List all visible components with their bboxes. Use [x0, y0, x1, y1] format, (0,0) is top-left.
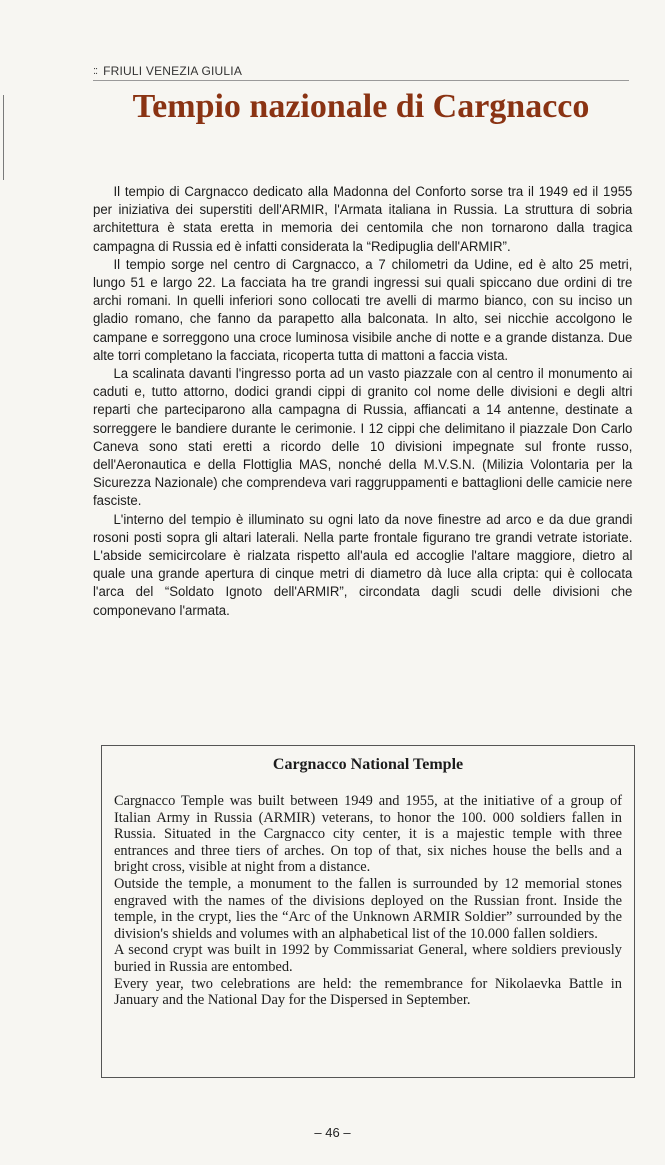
box-paragraph: Cargnacco Temple was built between 1949 and 1955, at the initiative of a group of Italian Army in Russia (ARMIR) veterans, to honor the 100. 000 soldiers fallen in Russia. Situated in the Cargnacco city center, it is a majestic temple with three entrances and three tiers of arches. On top of that, six niches house the bells and a bright cross, visible at night from a distance. — [114, 793, 622, 876]
box-paragraph: Every year, two celebrations are held: the remembrance for Nikolaevka Battle in January and the National Day for the Dispersed in September. — [114, 975, 622, 1009]
margin-rule — [3, 95, 4, 180]
header-region: FRIULI VENEZIA GIULIA — [103, 64, 243, 78]
english-summary-box — [101, 745, 635, 1078]
running-header — [93, 64, 629, 81]
page-title: Tempio nazionale di Cargnacco — [132, 88, 590, 125]
box-title: Cargnacco National Temple — [272, 756, 464, 773]
page-number: – 46 – — [314, 1125, 351, 1140]
paragraph: La scalinata davanti l'ingresso porta ad un vasto piazzale con al centro il monumento ai caduti e, tutto attorno, dodici grandi cippi di granito col nome delle divisioni e degli altri reparti che parteciparono alla campagna di Russia, affiancati a 14 antenne, destinate a sorreggere le bandiere durante le cerimonie. I 12 cippi che delimitano il piazzale Don Carlo Caneva sono stati eretti a ricordo delle 10 divisioni impegnate sul fronte russo, dell'Aeronautica e della Flottiglia MAS, nonché della M.V.S.N. (Milizia Volontaria per la Sicurezza Nazionale) che comprendeva vari raggruppamenti e battaglioni delle camicie nere fasciste. — [93, 366, 633, 510]
header-dots: :: — [93, 65, 98, 77]
paragraph: L'interno del tempio è illuminato su ogni lato da nove finestre ad arco e da due grandi rosoni posti sopra gli altari laterali. Nella parte frontale figurano tre grandi vetrate istoriate. L'abside semicircolare è rialzata rispetto all'aula ed accoglie l'altare maggiore, dietro al quale una grande apertura di cinque metri di diametro dà luce alla cripta: qui è collocata l'arca del “Soldato Ignoto dell'ARMIR”, circondata dagli scudi delle divisioni che componevano l'armata. — [93, 511, 633, 619]
italian-body — [93, 183, 632, 620]
box-paragraph: Outside the temple, a monument to the fallen is surrounded by 12 memorial stones engraved with the names of the divisions deployed on the Russian front. Inside the temple, in the crypt, lies the “Arc of the Unknown ARMIR Soldier” surrounded by the division's shields and volumes with an alphabetical list of the 10.000 fallen soldiers. — [114, 875, 622, 942]
box-text — [114, 793, 622, 1009]
box-paragraph: A second crypt was built in 1992 by Commissariat General, where soldiers previously buried in Russia are entombed. — [114, 942, 622, 975]
paragraph: Il tempio sorge nel centro di Cargnacco, a 7 chilometri da Udine, ed è alto 25 metri, lungo 51 e largo 22. La facciata ha tre grandi ingressi sui quali spiccano due ordini di tre archi romani. In quelli inferiori sono collocati tre avelli di marmo bianco, con su inciso un gladio romano, che fanno da parapetto alla balconata. In alto, sei nicchie accolgono le campane e sorreggono una croce luminosa visibile anche di notte e a grande distanza. Due alte torri completano la facciata, ricoperta tutta di mattoni a faccia vista. — [93, 256, 633, 364]
paragraph: Il tempio di Cargnacco dedicato alla Madonna del Conforto sorse tra il 1949 ed il 1955 per iniziativa dei superstiti dell'ARMIR, l'Armata italiana in Russia. La struttura di sobria architettura è stata eretta in memoria dei centomila che non tornarono dalla tragica campagna di Russia ed è infatti considerata la “Redipuglia dell'ARMIR”. — [93, 184, 633, 255]
